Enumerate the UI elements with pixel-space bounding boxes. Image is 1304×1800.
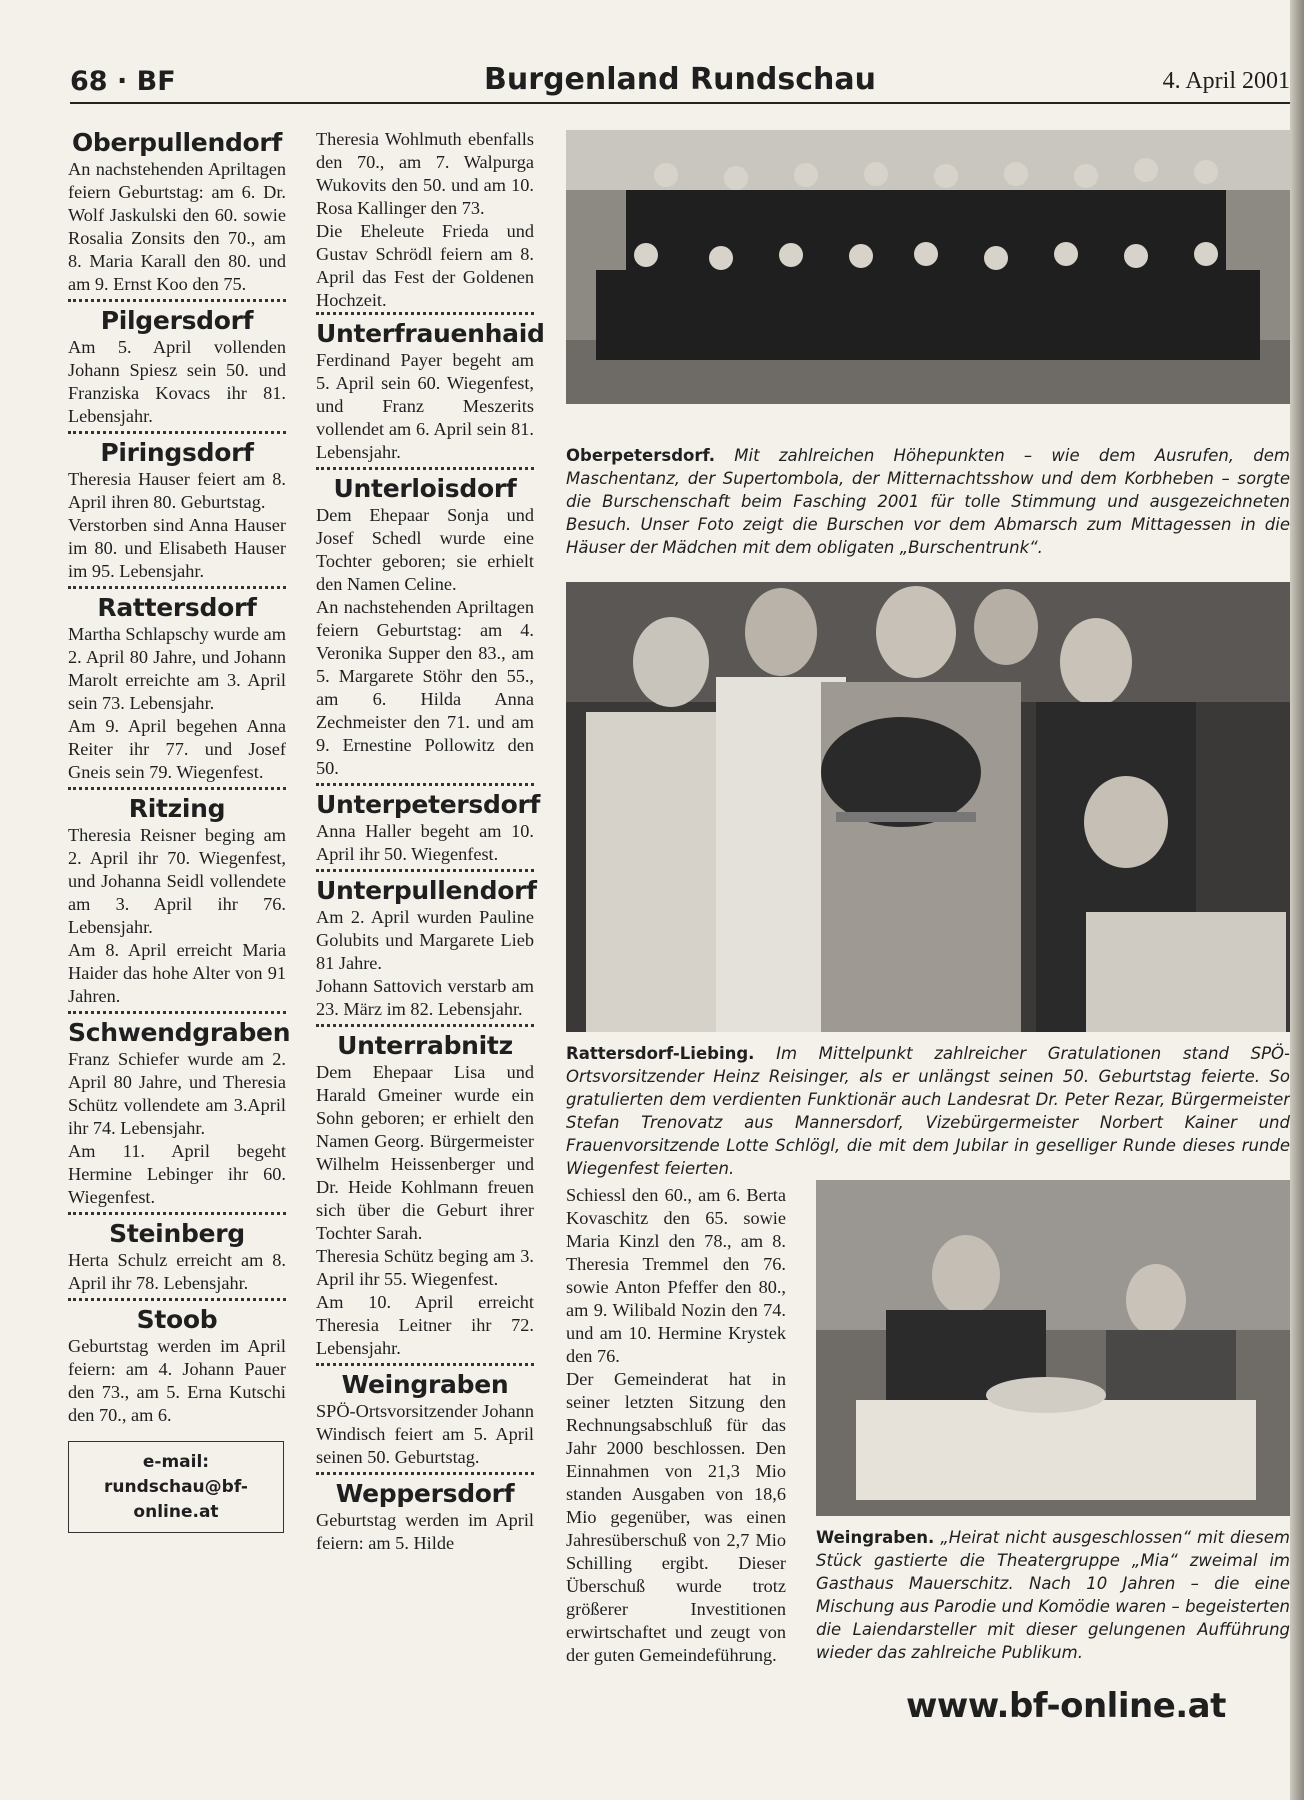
section-text: Am 5. April vollenden Johann Spiesz sein 50. und Franziska Kovacs ihr 81. Lebensjahr.: [68, 337, 286, 426]
section-text: Anna Haller begeht am 10. April ihr 50. Wiegenfest.: [316, 821, 534, 864]
continued-text: Schiessl den 60., am 6. Berta Kovaschitz den 65. sowie Maria Kinzl den 78., am 8. Theresia Tremmel den 76. sowie Anton Pfeffer den 80., am 9. Wilibald Nozin den 74. und am 10. Hermine Krystek den 76.: [566, 1185, 786, 1366]
section-text: Verstorben sind Anna Hauser im 80. und Elisabeth Hauser im 95. Lebensjahr.: [68, 515, 286, 581]
photo-burschenschaft-group: [566, 130, 1290, 404]
column-1: [68, 128, 291, 1533]
section-schwendgraben: [68, 1011, 291, 1209]
email-label: e-mail:: [142, 1451, 210, 1472]
section-text: An nachstehenden Apriltagen feiern Geburtstag: am 4. Veronika Supper den 83., am 5. Margarete Stöhr den 55., am 6. Hilda Anna Zechmeister den 71. und am 9. Ernestine Pollowitz den 50.: [316, 597, 534, 778]
website-link[interactable]: www.bf-online.at: [906, 1686, 1226, 1726]
section-heading: Weingraben: [341, 1370, 509, 1399]
email-address-part2: online.at: [133, 1501, 219, 1522]
email-box[interactable]: [68, 1441, 284, 1533]
section-heading: Steinberg: [109, 1219, 245, 1248]
section-heading: Schwendgraben: [68, 1018, 291, 1047]
section-text: Am 10. April erreicht Theresia Leitner ihr 72. Lebensjahr.: [316, 1292, 534, 1358]
section-heading: Unterfrauenhaid: [316, 319, 545, 348]
section-text: Am 9. April begehen Anna Reiter ihr 77. und Josef Gneis sein 79. Wiegenfest.: [68, 716, 286, 782]
section-unterloisdorf: [316, 467, 534, 780]
page-header: [70, 60, 1290, 104]
caption-place: Rattersdorf-Liebing.: [566, 1044, 755, 1063]
section-text: Dem Ehepaar Sonja und Josef Schedl wurde eine Tochter geboren; sie erhielt den Namen Celine.: [316, 505, 534, 594]
section-weppersdorf: [316, 1472, 534, 1555]
section-heading: Weppersdorf: [335, 1479, 515, 1508]
section-heading: Unterpullendorf: [316, 876, 537, 905]
section-text: Ferdinand Payer begeht am 5. April sein 60. Wiegenfest, und Franz Meszerits vollendet am 6. April sein 81. Lebensjahr.: [316, 350, 534, 462]
issue-date: 4. April 2001: [1162, 68, 1290, 94]
section-heading: Unterloisdorf: [333, 474, 517, 503]
section-text: Johann Sattovich verstarb am 23. März im 82. Lebensjahr.: [316, 976, 534, 1019]
section-heading: Unterrabnitz: [337, 1031, 513, 1060]
section-text: Theresia Schütz beging am 3. April ihr 55. Wiegenfest.: [316, 1246, 534, 1289]
section-heading: Ritzing: [128, 794, 226, 823]
section-text: Am 8. April erreicht Maria Haider das hohe Alter von 91 Jahren.: [68, 940, 286, 1006]
section-unterpetersdorf: [316, 783, 541, 866]
section-weingraben: [316, 1363, 534, 1469]
page-number: 68 · BF: [70, 66, 176, 97]
caption-place: Oberpetersdorf.: [566, 446, 716, 465]
section-text: Am 11. April begeht Hermine Lebinger ihr 60. Wiegenfest.: [68, 1141, 286, 1207]
section-rattersdorf: [68, 586, 286, 784]
section-unterfrauenhaid: [316, 312, 545, 464]
newspaper-title: Burgenland Rundschau: [484, 62, 876, 97]
section-text: Geburtstag werden im April feiern: am 5. Hilde: [316, 1510, 534, 1553]
section-text: An nachstehenden Apriltagen feiern Geburtstag: am 6. Dr. Wolf Jaskulski den 60. sowie Rosalia Zonsits den 70., am 8. Maria Karall den 80. und am 9. Ernst Koo den 75.: [68, 159, 286, 294]
section-text: Geburtstag werden im April feiern: am 4. Johann Pauer den 73., am 5. Erna Kutschi den 70., am 6.: [68, 1336, 286, 1425]
photo-weingraben-theatre: [816, 1180, 1290, 1516]
section-heading: Stoob: [136, 1305, 218, 1334]
section-stoob: [68, 1298, 286, 1427]
section-text: Theresia Reisner beging am 2. April ihr 70. Wiegenfest, und Johanna Seidl vollendete am 3. April ihr 76. Lebensjahr.: [68, 825, 286, 937]
section-text: Franz Schiefer wurde am 2. April 80 Jahre, und Theresia Schütz vollendete am 3.April ihr 74. Lebensjahr.: [68, 1049, 286, 1138]
column-3: [566, 1184, 786, 1667]
section-heading: Piringsdorf: [100, 438, 254, 467]
section-text: Martha Schlapschy wurde am 2. April 80 Jahre, und Johann Marolt erreichte am 3. April sein 73. Lebensjahr.: [68, 624, 286, 713]
caption-text: „Heirat nicht ausgeschlossen“ mit diesem Stück gastierte die Theatergruppe „Mia“ zweimal im Gasthaus Mauerschitz. Nach 10 Jahren – die eine Mischung aus Parodie und Komödie waren – begeisterten die Laiendarsteller mit dieser gelungenen Aufführung wieder das zahlreiche Publikum.: [816, 1528, 1290, 1662]
email-address-part1: rundschau@bf-: [104, 1476, 248, 1497]
scan-page-edge: [1290, 0, 1304, 1800]
caption-weingraben: [816, 1526, 1290, 1664]
section-text: Dem Ehepaar Lisa und Harald Gmeiner wurde ein Sohn geboren; er erhielt den Namen Georg. Bürgermeister Wilhelm Heissenberger und Dr. Heide Kohlmann freuen sich über die Geburt ihrer Tochter Sarah.: [316, 1062, 534, 1243]
section-heading: Pilgersdorf: [100, 306, 254, 335]
section-heading: Oberpullendorf: [71, 128, 283, 157]
caption-text: Im Mittelpunkt zahlreicher Gratulationen stand SPÖ-Ortsvorsitzender Heinz Reisinger, als er unlängst seinen 50. Geburtstag feierte. So gratulierten dem verdienten Funktionär auch Landesrat Dr. Peter Rezar, Bürgermeister Stefan Trenovatz aus Mannersdorf, Vizebürgermeister Norbert Kainer und Frauenvorsitzende Lotte Schlögl, die mit dem Jubilar in geselliger Runde dieses runde Wiegenfest feierten.: [566, 1044, 1290, 1178]
section-text: Theresia Hauser feiert am 8. April ihren 80. Geburtstag.: [68, 469, 286, 512]
section-oberpullendorf: [68, 128, 286, 296]
section-heading: Rattersdorf: [97, 593, 257, 622]
section-unterpullendorf: [316, 869, 537, 1021]
section-piringsdorf: [68, 431, 286, 583]
section-text: Herta Schulz erreicht am 8. April ihr 78. Lebensjahr.: [68, 1250, 286, 1293]
section-unterrabnitz: [316, 1024, 534, 1360]
continued-text: Theresia Wohlmuth ebenfalls den 70., am 7. Walpurga Wukovits den 50. und am 10. Rosa Kallinger den 73. Die Eheleute Frieda und Gustav Schrödl feiern am 8. April das Fest der Goldenen Hochzeit.: [316, 129, 534, 310]
caption-text: Mit zahlreichen Höhepunkten – wie dem Ausrufen, dem Maschentanz, der Supertombola, der Mitternachtsshow und dem Korbheben – sorgte die Burschenschaft beim Fasching 2001 für tolle Stimmung und ausgezeichneten Besuch. Unser Foto zeigt die Burschen vor dem Abmarsch zum Mittagessen in die Häuser der Mädchen mit dem obligaten „Burschentrunk“.: [566, 446, 1290, 557]
section-pilgersdorf: [68, 299, 286, 428]
column-2: [316, 128, 545, 1555]
caption-rattersdorf-liebing: [566, 1042, 1290, 1180]
caption-place: Weingraben.: [816, 1528, 935, 1547]
photo-rattersdorf-celebration: [566, 582, 1290, 1032]
section-text: Am 2. April wurden Pauline Golubits und Margarete Lieb 81 Jahre.: [316, 907, 534, 973]
section-text: SPÖ-Ortsvorsitzender Johann Windisch feiert am 5. April seinen 50. Geburtstag.: [316, 1401, 534, 1467]
section-continued: [316, 128, 534, 312]
section-heading: Unterpetersdorf: [316, 790, 541, 819]
caption-oberpetersdorf: [566, 444, 1290, 559]
section-steinberg: [68, 1212, 286, 1295]
section-ritzing: [68, 787, 286, 1008]
council-text: Der Gemeinderat hat in seiner letzten Sitzung den Rechnungsabschluß für das Jahr 2000 beschlossen. Den Einnahmen von 21,3 Mio standen Ausgaben von 18,6 Mio gegenüber, was einen Jahresüberschuß von 2,7 Mio Schilling ergibt. Dieser Überschuß wurde trotz größerer Investitionen erwirtschaftet und zeugt von der guten Gemeindeführung.: [566, 1369, 786, 1665]
